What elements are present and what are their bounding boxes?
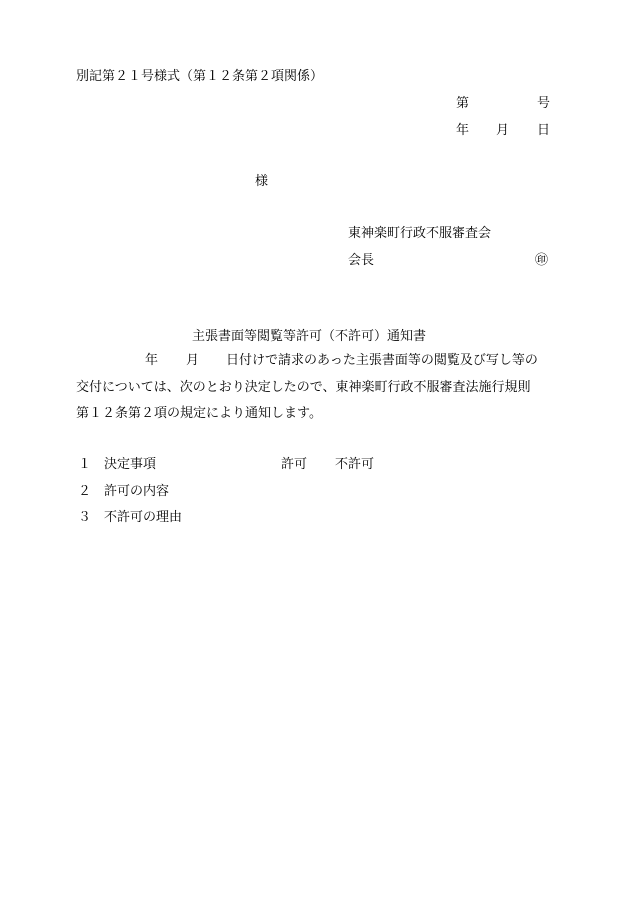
form-label: 別記第２１号様式（第１２条第２項関係） <box>76 69 324 84</box>
decision-option-permit: 許可 <box>281 457 308 472</box>
sender-organization: 東神楽町行政不服審査会 <box>348 226 492 241</box>
item-label-decision: 決定事項 <box>104 457 157 472</box>
item-label-permit-content: 許可の内容 <box>104 484 170 499</box>
item-number: ３ <box>78 510 92 525</box>
item-number: １ <box>78 457 92 472</box>
body-year-label: 年 <box>145 353 159 368</box>
date-year-label: 年 <box>456 123 470 138</box>
decision-option-deny: 不許可 <box>335 457 375 472</box>
sender-role: 会長 <box>348 253 375 268</box>
item-label-deny-reason: 不許可の理由 <box>104 510 183 525</box>
body-text-line-2: 交付については、次のとおり決定したので、東神楽町行政不服審査法施行規則 <box>76 380 531 395</box>
body-text-line-3: 第１２条第２項の規定により通知します。 <box>76 406 322 421</box>
item-number: ２ <box>78 484 92 499</box>
document-title: 主張書面等閲覧等許可（不許可）通知書 <box>192 329 427 344</box>
body-text-line-1: 日付けで請求のあった主張書面等の閲覧及び写し等の <box>226 353 538 368</box>
recipient-honorific: 様 <box>255 174 269 189</box>
date-month-label: 月 <box>496 123 510 138</box>
number-suffix: 号 <box>537 96 551 111</box>
body-month-label: 月 <box>186 353 200 368</box>
date-day-label: 日 <box>537 123 551 138</box>
number-prefix: 第 <box>456 96 470 111</box>
seal-mark: ㊞ <box>535 253 549 268</box>
